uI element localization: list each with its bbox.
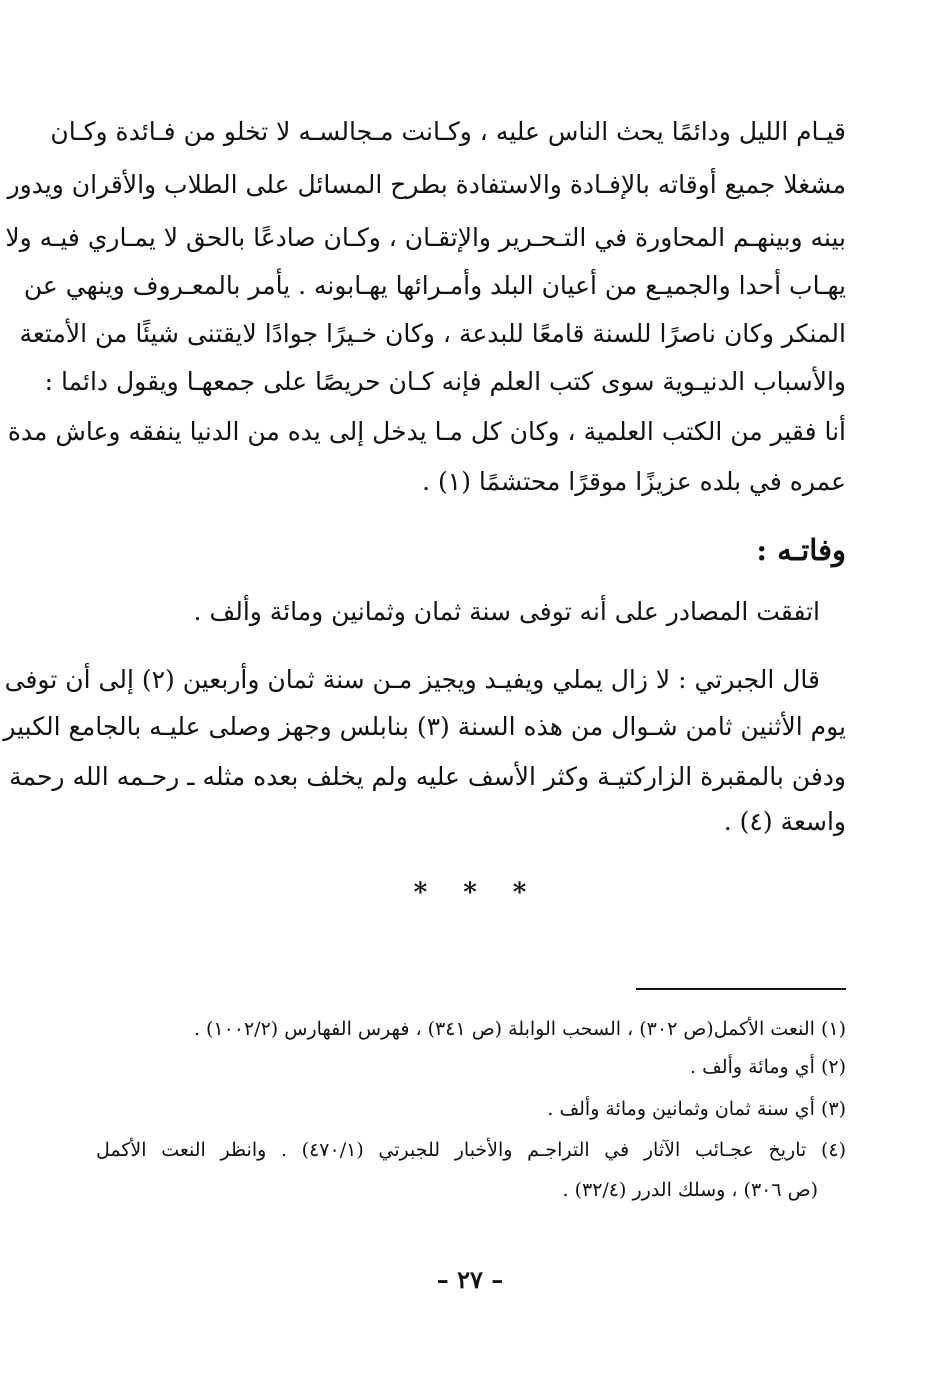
paragraph-line: بينه وبينهـم المحاورة في التـحـرير والإتقـان ، وكـان صادعًا بالحق لا يمـاري فيـه ولا [5, 223, 846, 252]
separator-star: * [413, 878, 428, 908]
footnote-divider [636, 988, 846, 990]
paragraph-line: اتفقت المصادر على أنه توفى سنة ثمان وثمانين ومائة وألف . [193, 597, 820, 626]
paragraph-line: قال الجبرتي : لا زال يملي ويفيـد ويجيز مـن سنة ثمان وأربعين (٢) إلى أن توفى [4, 665, 820, 694]
paragraph-line: عمره في بلده عزيزًا موقرًا محتشمًا (١) . [422, 467, 846, 496]
page-number: – ٢٧ – [436, 1265, 504, 1294]
footnote: (٣) أي سنة ثمان وثمانين ومائة وألف . [547, 1098, 846, 1120]
separator-star: * [512, 878, 527, 908]
paragraph-line: واسعة (٤) . [723, 807, 846, 836]
footnote: (٤) تاريخ عجـائب الآثار في التراجـم والأخبار للجبرتي (٤٧٠/١) . وانظر النعت الأكمل [96, 1139, 846, 1161]
paragraph-line: يوم الأثنين ثامن شـوال من هذه السنة (٣) بنابلس وجهز وصلى عليـه بالجامع الكبير [3, 712, 846, 741]
section-separator [0, 878, 940, 908]
footnote: (١) النعت الأكمل(ص ٣٠٢) ، السحب الوابلة (ص ٣٤١) ، فهرس الفهارس (١٠٠٢/٢) . [193, 1018, 846, 1040]
section-heading: وفاتـه : [756, 533, 846, 567]
paragraph-line: أنا فقير من الكتب العلمية ، وكان كل مـا يدخل إلى يده من الدنيا ينفقه وعاش مدة [7, 417, 846, 446]
paragraph-line: مشغلا جميع أوقاته بالإفـادة والاستفادة بطرح المسائل على الطلاب والأقران ويدور [7, 170, 846, 199]
paragraph-line: والأسباب الدنيـوية سوى كتب العلم فإنه كـان حريصًا على جمعهـا ويقول دائما : [44, 367, 846, 396]
paragraph-line: يهـاب أحدا والجميـع من أعيان البلد وأمـرائها يهـابونه . يأمر بالمعـروف وينهي عن [23, 271, 846, 300]
separator-star: * [463, 878, 477, 908]
paragraph-line: المنكر وكان ناصرًا للسنة قامعًا للبدعة ، وكان خـيرًا جوادًا لايقتنى شيئًا من الأمتعة [19, 319, 846, 348]
footnote-continuation: (ص ٣٠٦) ، وسلك الدرر (٣٢/٤) . [562, 1179, 818, 1201]
footnote: (٢) أي ومائة وألف . [690, 1056, 846, 1078]
paragraph-line: ودفن بالمقبرة الزاركتيـة وكثر الأسف عليه ولم يخلف بعده مثله ـ رحـمه الله رحمة [9, 762, 846, 791]
paragraph-line: قيـام الليل ودائمًا يحث الناس عليه ، وكـانت مـجالسـه لا تخلو من فـائدة وكـان [50, 117, 846, 146]
